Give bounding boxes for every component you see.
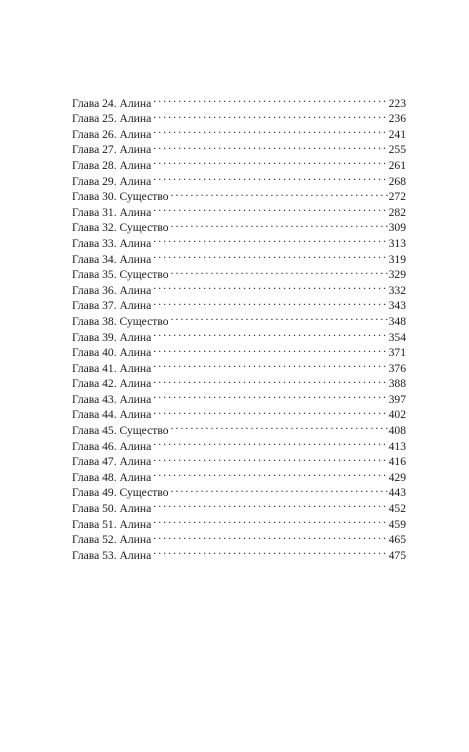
page-number: 268: [388, 174, 406, 188]
chapter-title: Глава 46. Алина: [72, 439, 152, 453]
dot-leader: [171, 418, 388, 434]
toc-entry: [72, 91, 406, 110]
dot-leader: [153, 341, 387, 357]
dot-leader: [153, 122, 387, 138]
chapter-title: Глава 48. Алина: [72, 470, 152, 484]
page-number: 371: [388, 346, 406, 360]
dot-leader: [153, 231, 387, 247]
table-of-contents: [72, 91, 406, 562]
page-number: 223: [388, 96, 406, 110]
dot-leader: [153, 543, 387, 559]
chapter-title: Глава 37. Алина: [72, 299, 152, 313]
dot-leader: [153, 325, 387, 341]
dot-leader: [153, 450, 387, 466]
dot-leader: [171, 263, 388, 279]
dot-leader: [153, 387, 387, 403]
chapter-title: Глава 42. Алина: [72, 377, 152, 391]
chapter-title: Глава 39. Алина: [72, 330, 152, 344]
page-number: 343: [388, 299, 406, 313]
dot-leader: [153, 496, 387, 512]
chapter-title: Глава 29. Алина: [72, 174, 152, 188]
chapter-title: Глава 49. Существо: [72, 486, 169, 500]
dot-leader: [153, 356, 387, 372]
dot-leader: [153, 434, 387, 450]
chapter-title: Глава 50. Алина: [72, 502, 152, 516]
chapter-title: Глава 24. Алина: [72, 96, 152, 110]
page-number: 329: [388, 268, 406, 282]
dot-leader: [153, 247, 387, 263]
chapter-title: Глава 43. Алина: [72, 392, 152, 406]
page-number: 332: [388, 283, 406, 297]
page-number: 465: [388, 533, 406, 547]
dot-leader: [171, 309, 388, 325]
page-number: 272: [388, 190, 406, 204]
chapter-title: Глава 30. Существо: [72, 190, 169, 204]
chapter-title: Глава 44. Алина: [72, 408, 152, 422]
chapter-title: Глава 34. Алина: [72, 252, 152, 266]
page-number: 354: [388, 330, 406, 344]
chapter-title: Глава 52. Алина: [72, 533, 152, 547]
page-number: 397: [388, 392, 406, 406]
dot-leader: [171, 185, 388, 201]
dot-leader: [153, 465, 387, 481]
chapter-title: Глава 53. Алина: [72, 548, 152, 562]
page-number: 319: [388, 252, 406, 266]
page-number: 313: [388, 236, 406, 250]
page-number: 309: [388, 221, 406, 235]
chapter-title: Глава 38. Существо: [72, 314, 169, 328]
dot-leader: [171, 481, 388, 497]
page-number: 282: [388, 205, 406, 219]
page-number: 402: [388, 408, 406, 422]
page-number: 452: [388, 502, 406, 516]
chapter-title: Глава 35. Существо: [72, 268, 169, 282]
page-number: 443: [388, 486, 406, 500]
dot-leader: [153, 278, 387, 294]
chapter-title: Глава 32. Существо: [72, 221, 169, 235]
page-number: 475: [388, 548, 406, 562]
dot-leader: [153, 403, 387, 419]
dot-leader: [153, 372, 387, 388]
page-number: 348: [388, 314, 406, 328]
dot-leader: [153, 91, 387, 107]
chapter-title: Глава 40. Алина: [72, 346, 152, 360]
chapter-title: Глава 26. Алина: [72, 127, 152, 141]
dot-leader: [153, 294, 387, 310]
page-number: 376: [388, 361, 406, 375]
dot-leader: [153, 169, 387, 185]
dot-leader: [153, 107, 387, 123]
chapter-title: Глава 33. Алина: [72, 236, 152, 250]
page-number: 241: [388, 127, 406, 141]
page-number: 236: [388, 112, 406, 126]
page-number: 255: [388, 143, 406, 157]
page-number: 416: [388, 455, 406, 469]
dot-leader: [153, 512, 387, 528]
page-number: 429: [388, 470, 406, 484]
chapter-title: Глава 47. Алина: [72, 455, 152, 469]
chapter-title: Глава 27. Алина: [72, 143, 152, 157]
dot-leader: [153, 528, 387, 544]
dot-leader: [153, 200, 387, 216]
page-number: 408: [388, 424, 406, 438]
page-number: 261: [388, 158, 406, 172]
dot-leader: [171, 216, 388, 232]
dot-leader: [153, 138, 387, 154]
page-number: 459: [388, 517, 406, 531]
chapter-title: Глава 25. Алина: [72, 112, 152, 126]
chapter-title: Глава 41. Алина: [72, 361, 152, 375]
chapter-title: Глава 51. Алина: [72, 517, 152, 531]
chapter-title: Глава 31. Алина: [72, 205, 152, 219]
dot-leader: [153, 153, 387, 169]
chapter-title: Глава 45. Существо: [72, 424, 169, 438]
page-number: 413: [388, 439, 406, 453]
chapter-title: Глава 36. Алина: [72, 283, 152, 297]
page-number: 388: [388, 377, 406, 391]
chapter-title: Глава 28. Алина: [72, 158, 152, 172]
